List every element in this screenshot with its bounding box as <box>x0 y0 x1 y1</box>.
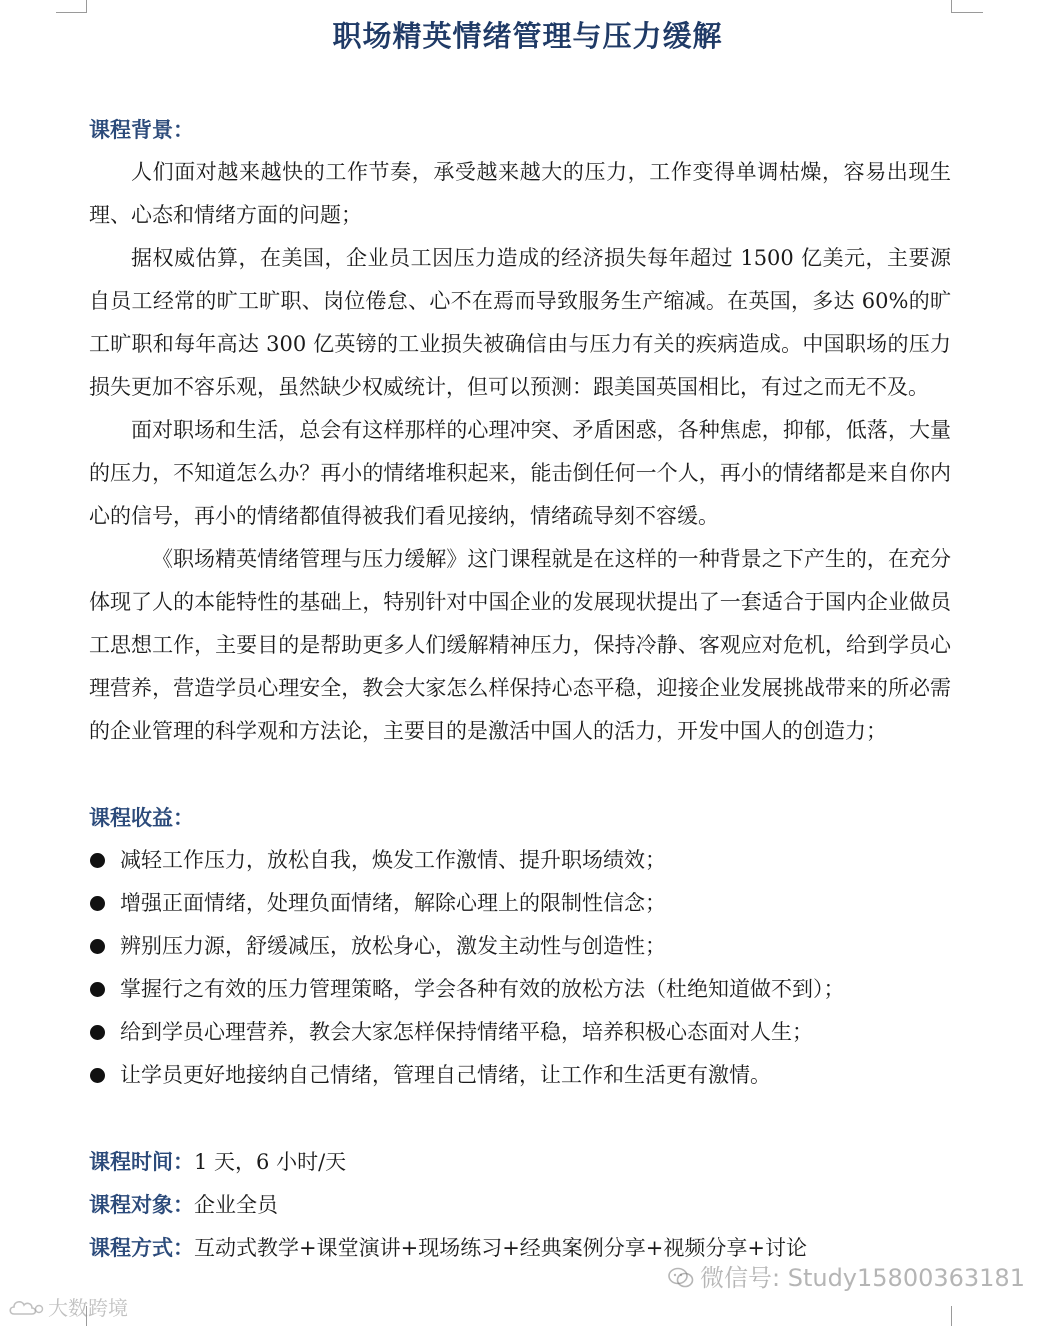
benefit-text: 增强正面情绪，处理负面情绪，解除心理上的限制性信念； <box>120 891 666 915</box>
background-paragraph-3: 面对职场和生活，总会有这样那样的心理冲突、矛盾困惑，各种焦虑，抑郁，低落，大量的压力，不知道怎么办？再小的情绪堆积起来，能击倒任何一个人，再小的情绪都是来自你内心的信号，再小的情绪都值得被我们看见接纳，情绪疏导刻不容缓。 <box>89 418 951 528</box>
background-paragraph-2: 据权威估算，在美国，企业员工因压力造成的经济损失每年超过 1500 亿美元，主要源自员工经常的旷工旷职、岗位倦怠、心不在焉而导致服务生产缩减。在英国，多达 60%的旷工旷职和每年高达 300 亿英镑的工业损失被确信由与压力有关的疾病造成。中国职场的压力损失更加不容乐观，虽然缺少权威统计，但可以预测：跟美国英国相比，有过之而无不及。 <box>89 246 951 399</box>
crop-mark-bottom-right <box>951 1306 952 1326</box>
brand-watermark <box>8 1292 128 1321</box>
background-paragraph-4: 《职场精英情绪管理与压力缓解》这门课程就是在这样的一种背景之下产生的，在充分体现了人的本能特性的基础上，特别针对中国企业的发展现状提出了一套适合于国内企业做员工思想工作，主要目的是帮助更多人们缓解精神压力，保持冷静、客观应对危机，给到学员心理营养，营造学员心理安全，教会大家怎么样保持心态平稳，迎接企业发展挑战带来的所必需的企业管理的科学观和方法论，主要目的是激活中国人的活力，开发中国人的创造力； <box>89 547 951 743</box>
crop-mark-top-left <box>86 0 87 12</box>
cloud-logo-icon <box>8 1298 44 1318</box>
benefit-item <box>89 925 951 968</box>
bullet-icon <box>90 853 105 868</box>
benefit-text: 让学员更好地接纳自己情绪，管理自己情绪，让工作和生活更有激情。 <box>120 1063 771 1087</box>
course-method-value: 互动式教学+课堂演讲+现场练习+经典案例分享+视频分享+讨论 <box>194 1236 807 1260</box>
course-method-label: 课程方式： <box>89 1235 194 1260</box>
brand-watermark-text: 大数跨境 <box>48 1296 128 1320</box>
benefits-list <box>89 839 951 1097</box>
crop-mark-top-left-h <box>56 12 87 13</box>
background-paragraph-1: 人们面对越来越快的工作节奏，承受越来越大的压力，工作变得单调枯燥，容易出现生理、心态和情绪方面的问题； <box>89 160 951 227</box>
course-time-row <box>89 1140 951 1183</box>
benefit-text: 减轻工作压力，放松自我，焕发工作激情、提升职场绩效； <box>120 848 666 872</box>
bullet-icon <box>90 939 105 954</box>
bullet-icon <box>90 896 105 911</box>
bullet-icon <box>90 1068 105 1083</box>
benefit-item <box>89 968 951 1011</box>
benefit-item <box>89 1054 951 1097</box>
course-time-label: 课程时间： <box>89 1149 194 1174</box>
benefit-text: 给到学员心理营养，教会大家怎样保持情绪平稳，培养积极心态面对人生； <box>120 1020 813 1044</box>
spacer <box>89 1097 951 1140</box>
crop-mark-top-right-h <box>951 12 983 13</box>
course-audience-value: 企业全员 <box>194 1193 278 1217</box>
document-title: 职场精英情绪管理与压力缓解 <box>332 19 723 53</box>
wechat-watermark-text: 微信号: Study15800363181 <box>700 1264 1025 1292</box>
crop-mark-top-right <box>951 0 952 12</box>
course-audience-label: 课程对象： <box>89 1192 194 1217</box>
bullet-icon <box>90 982 105 997</box>
course-audience-row <box>89 1183 951 1226</box>
background-heading: 课程背景： <box>89 117 194 142</box>
benefit-text: 掌握行之有效的压力管理策略，学会各种有效的放松方法（杜绝知道做不到）； <box>120 977 845 1001</box>
benefit-text: 辨别压力源，舒缓减压，放松身心，激发主动性与创造性； <box>120 934 666 958</box>
document-body <box>89 108 951 1269</box>
benefit-item <box>89 839 951 882</box>
spacer <box>89 753 951 796</box>
wechat-icon <box>668 1267 694 1289</box>
course-time-value: 1 天，6 小时/天 <box>194 1150 347 1174</box>
bullet-icon <box>90 1025 105 1040</box>
benefit-item <box>89 882 951 925</box>
benefits-heading: 课程收益： <box>89 805 194 830</box>
wechat-watermark <box>668 1258 1025 1293</box>
benefit-item <box>89 1011 951 1054</box>
